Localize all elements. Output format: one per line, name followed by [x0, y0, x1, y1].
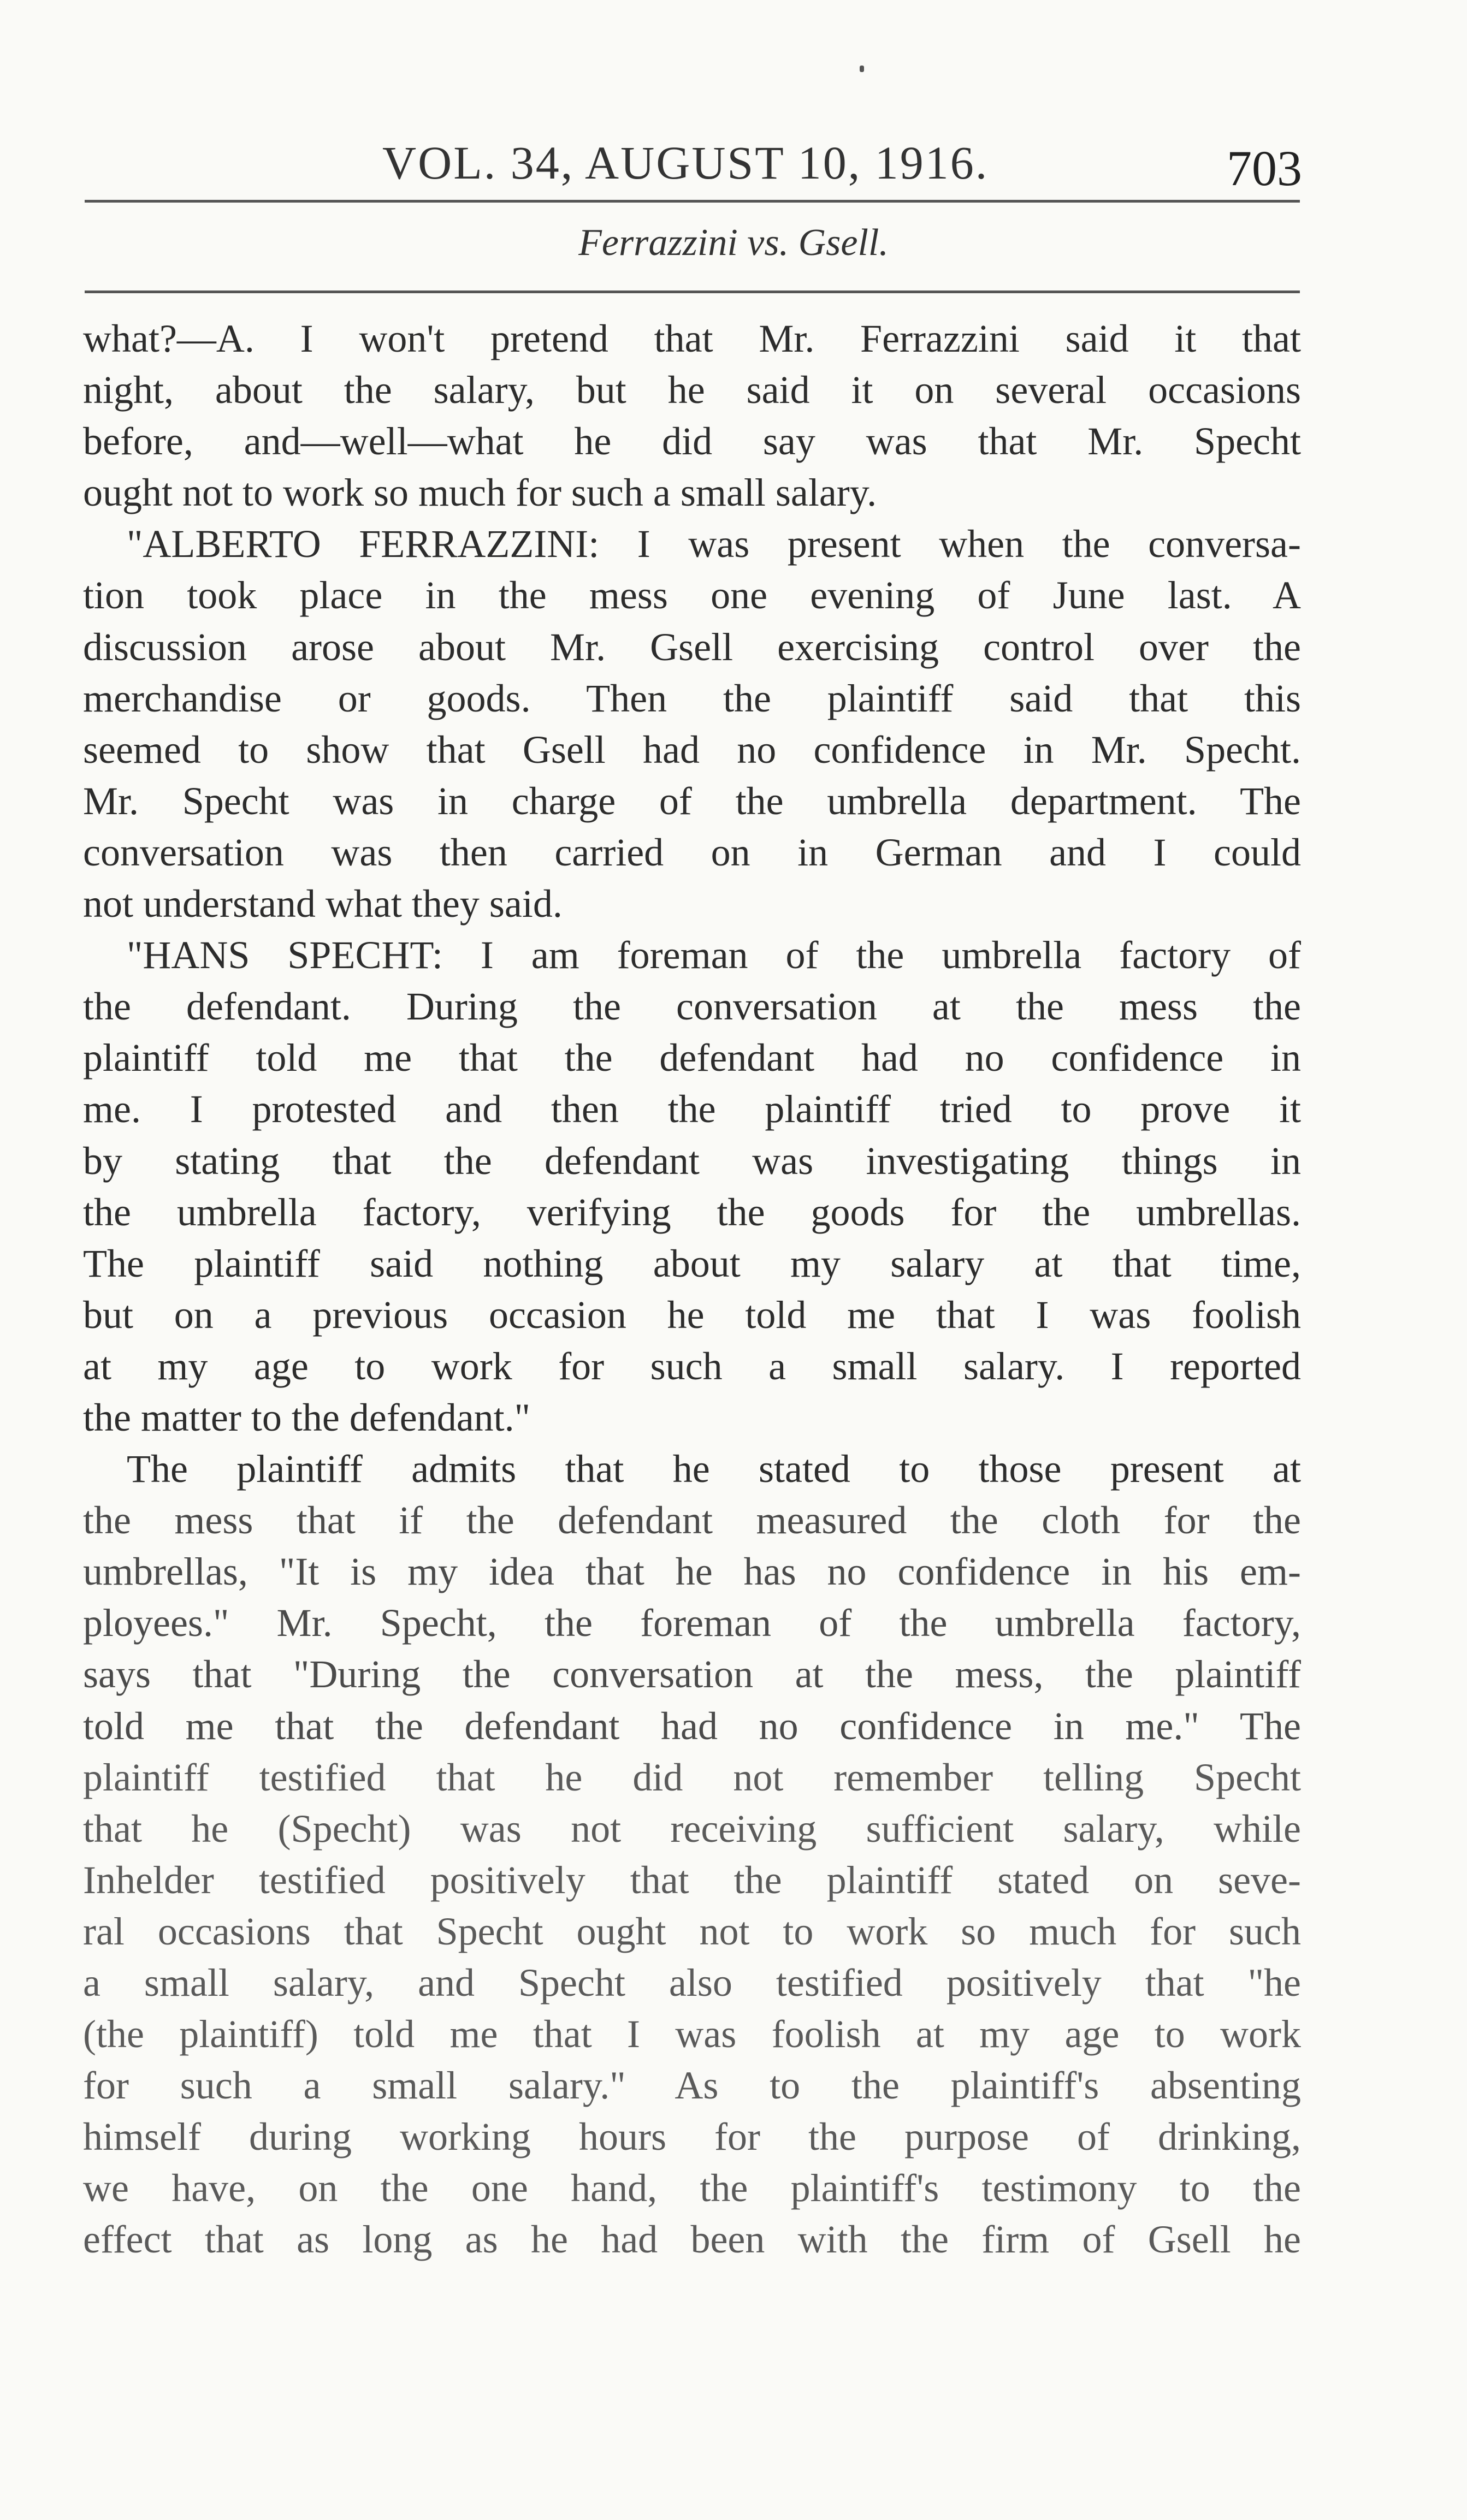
- header-rule-top: [85, 200, 1300, 203]
- text-line: "HANS SPECHT: I am foreman of the umbrella factory of: [127, 933, 1301, 977]
- text-line: tion took place in the mess one evening of June last. A: [83, 573, 1301, 618]
- text-line: ought not to work so much for such a small salary.: [83, 471, 877, 515]
- text-line: discussion arose about Mr. Gsell exercising control over the: [83, 625, 1301, 669]
- text-line: the matter to the defendant.": [83, 1395, 531, 1439]
- text-line: me. I protested and then the plaintiff tried to prove it: [83, 1087, 1301, 1131]
- text-line: for such a small salary." As to the plaintiff's absenting: [83, 2064, 1301, 2108]
- text-line: what?—A. I won't pretend that Mr. Ferrazzini said it that: [83, 317, 1301, 360]
- text-line: ral occasions that Specht ought not to work so much for such: [83, 1909, 1301, 1953]
- page-number: 703: [1227, 140, 1302, 196]
- running-head: VOL. 34, AUGUST 10, 1916.: [382, 137, 989, 189]
- body-text: [83, 313, 1301, 2266]
- text-line: told me that the defendant had no confidence in me." The: [83, 1704, 1301, 1748]
- text-line: says that "During the conversation at the mess, the plaintiff: [83, 1652, 1301, 1697]
- text-line: The plaintiff said nothing about my salary at that time,: [83, 1241, 1301, 1285]
- text-line: at my age to work for such a small salary. I reported: [83, 1344, 1301, 1388]
- text-line: (the plaintiff) told me that I was foolish at my age to work: [83, 2012, 1301, 2056]
- text-line: the mess that if the defendant measured the cloth for the: [83, 1498, 1301, 1543]
- text-line: conversation was then carried on in German and I could: [83, 830, 1301, 874]
- text-line: ployees." Mr. Specht, the foreman of the umbrella factory,: [83, 1601, 1301, 1645]
- text-line: "ALBERTO FERRAZZINI: I was present when the conversa-: [127, 522, 1301, 566]
- text-line: the umbrella factory, verifying the goods for the umbrellas.: [83, 1190, 1301, 1234]
- header-rule-bottom: [85, 290, 1300, 293]
- text-line: The plaintiff admits that he stated to those present at: [127, 1447, 1301, 1491]
- text-line: umbrellas, "It is my idea that he has no confidence in his em-: [83, 1550, 1301, 1594]
- text-line: a small salary, and Specht also testified positively that "he: [83, 1961, 1301, 2005]
- case-title: Ferrazzini vs. Gsell.: [578, 222, 889, 264]
- text-line: the defendant. During the conversation at the mess the: [83, 985, 1301, 1029]
- text-line: not understand what they said.: [83, 882, 563, 926]
- ink-speck: [860, 66, 864, 72]
- text-line: before, and—well—what he did say was that Mr. Specht: [83, 419, 1301, 464]
- text-line: we have, on the one hand, the plaintiff's testimony to the: [83, 2166, 1301, 2210]
- text-line: night, about the salary, but he said it on several occasions: [83, 368, 1301, 412]
- text-line: effect that as long as he had been with the firm of Gsell he: [83, 2217, 1301, 2262]
- text-line: merchandise or goods. Then the plaintiff said that this: [83, 676, 1301, 720]
- text-line: Inhelder testified positively that the plaintiff stated on seve-: [83, 1858, 1301, 1902]
- text-line: that he (Specht) was not receiving sufficient salary, while: [83, 1806, 1301, 1851]
- text-line: by stating that the defendant was investigating things in: [83, 1139, 1301, 1183]
- text-line: plaintiff testified that he did not remember telling Specht: [83, 1755, 1301, 1799]
- text-line: but on a previous occasion he told me that I was foolish: [83, 1292, 1301, 1337]
- text-line: plaintiff told me that the defendant had no confidence in: [83, 1036, 1301, 1080]
- text-line: seemed to show that Gsell had no confidence in Mr. Specht.: [83, 727, 1301, 772]
- text-line: Mr. Specht was in charge of the umbrella department. The: [83, 779, 1301, 823]
- text-line: himself during working hours for the purpose of drinking,: [83, 2115, 1301, 2159]
